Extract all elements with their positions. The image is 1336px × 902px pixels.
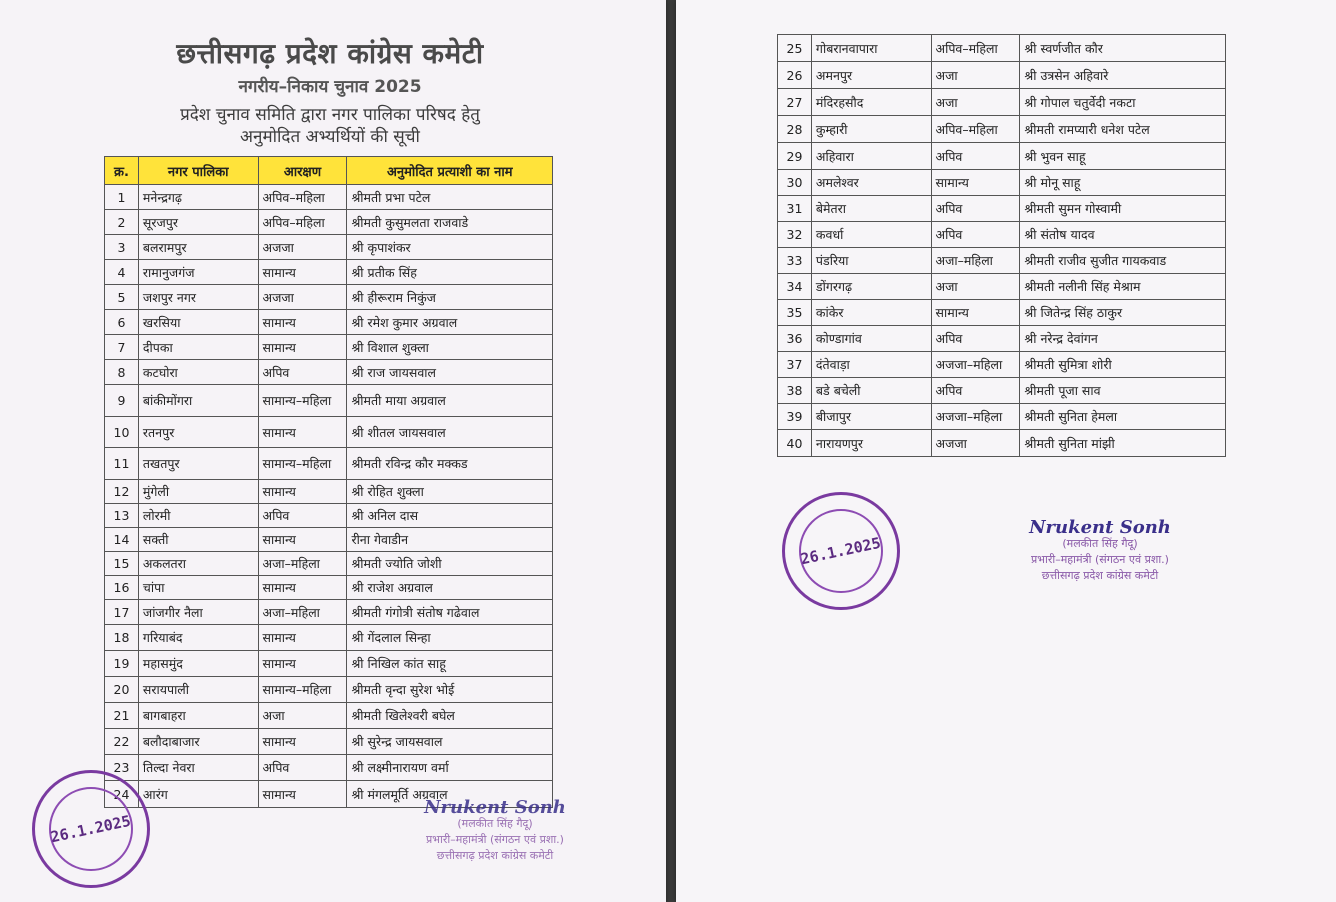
- table-row: [778, 352, 1226, 378]
- signature-scribble-right: Nrukent Sonh: [1029, 517, 1171, 538]
- cell-reservation: अजजा: [931, 430, 1020, 457]
- cell-serial: 19: [105, 651, 139, 677]
- description-line-1: प्रदेश चुनाव समिति द्वारा नगर पालिका परिषद हेतु: [180, 105, 480, 125]
- candidate-table-right: [777, 34, 1226, 457]
- table-row: [778, 35, 1226, 62]
- cell-reservation: सामान्य: [258, 310, 347, 335]
- cell-serial: 9: [105, 385, 139, 417]
- cell-candidate-name: श्रीमती प्रभा पटेल: [347, 185, 553, 210]
- cell-candidate-name: श्री गेंदलाल सिन्हा: [347, 625, 553, 651]
- cell-candidate-name: श्रीमती सुमन गोस्वामी: [1020, 196, 1226, 222]
- cell-candidate-name: श्रीमती वृन्दा सुरेश भोई: [347, 677, 553, 703]
- cell-candidate-name: श्रीमती कुसुमलता राजवाडे: [347, 210, 553, 235]
- signature-block-right: [1000, 517, 1200, 584]
- cell-candidate-name: श्रीमती पूजा साव: [1020, 378, 1226, 404]
- cell-reservation: अपिव–महिला: [931, 35, 1020, 62]
- cell-candidate-name: श्री प्रतीक सिंह: [347, 260, 553, 285]
- cell-municipality: सूरजपुर: [138, 210, 258, 235]
- table-row: [105, 235, 553, 260]
- cell-serial: 30: [778, 170, 812, 196]
- cell-municipality: नारायणपुर: [811, 430, 931, 457]
- cell-serial: 3: [105, 235, 139, 260]
- table-row: [105, 385, 553, 417]
- table-row: [105, 310, 553, 335]
- cell-serial: 22: [105, 729, 139, 755]
- cell-reservation: अपिव: [931, 326, 1020, 352]
- office-seal-stamp: [32, 770, 150, 888]
- signatory-name-right: (मलकीत सिंह गैदू): [1062, 537, 1138, 550]
- cell-serial: 10: [105, 417, 139, 448]
- cell-reservation: सामान्य: [258, 729, 347, 755]
- cell-candidate-name: श्रीमती माया अग्रवाल: [347, 385, 553, 417]
- cell-reservation: सामान्य: [258, 480, 347, 504]
- cell-candidate-name: श्री उत्रसेन अहिवारे: [1020, 62, 1226, 89]
- cell-reservation: अपिव–महिला: [931, 116, 1020, 143]
- cell-serial: 28: [778, 116, 812, 143]
- cell-municipality: तखतपुर: [138, 448, 258, 480]
- cell-municipality: कांकेर: [811, 300, 931, 326]
- cell-municipality: रतनपुर: [138, 417, 258, 448]
- cell-municipality: जशपुर नगर: [138, 285, 258, 310]
- cell-candidate-name: श्री लक्ष्मीनारायण वर्मा: [347, 755, 553, 781]
- cell-municipality: अमनपुर: [811, 62, 931, 89]
- cell-candidate-name: श्री विशाल शुक्ला: [347, 335, 553, 360]
- cell-candidate-name: श्री भुवन साहू: [1020, 143, 1226, 170]
- cell-candidate-name: श्री राजेश अग्रवाल: [347, 576, 553, 600]
- cell-serial: 15: [105, 552, 139, 576]
- cell-municipality: बलरामपुर: [138, 235, 258, 260]
- cell-candidate-name: श्रीमती राजीव सुजीत गायकवाड: [1020, 248, 1226, 274]
- cell-reservation: अपिव: [931, 378, 1020, 404]
- cell-reservation: अपिव–महिला: [258, 210, 347, 235]
- office-seal-stamp-right: [782, 492, 900, 610]
- stamp-date: 26.1.2025: [49, 811, 133, 847]
- cell-municipality: बांकीमोंगरा: [138, 385, 258, 417]
- cell-municipality: बेमेतरा: [811, 196, 931, 222]
- cell-serial: 18: [105, 625, 139, 651]
- cell-serial: 24: [105, 781, 139, 808]
- cell-serial: 11: [105, 448, 139, 480]
- cell-reservation: सामान्य–महिला: [258, 677, 347, 703]
- cell-municipality: बागबाहरा: [138, 703, 258, 729]
- cell-serial: 2: [105, 210, 139, 235]
- cell-serial: 34: [778, 274, 812, 300]
- table-row: [105, 528, 553, 552]
- cell-serial: 40: [778, 430, 812, 457]
- cell-reservation: अपिव–महिला: [258, 185, 347, 210]
- signatory-organization: छत्तीसगढ़ प्रदेश कांग्रेस कमेटी: [436, 849, 554, 862]
- table-row: [105, 755, 553, 781]
- cell-serial: 1: [105, 185, 139, 210]
- cell-candidate-name: श्रीमती नलीनी सिंह मेश्राम: [1020, 274, 1226, 300]
- cell-reservation: अजा: [931, 89, 1020, 116]
- table-row: [105, 360, 553, 385]
- cell-reservation: अजा–महिला: [258, 552, 347, 576]
- cell-municipality: अमलेश्वर: [811, 170, 931, 196]
- cell-municipality: आरंग: [138, 781, 258, 808]
- cell-candidate-name: श्री शीतल जायसवाल: [347, 417, 553, 448]
- cell-municipality: जांजगीर नैला: [138, 600, 258, 625]
- table-header-row: [105, 157, 553, 185]
- cell-reservation: अजा–महिला: [258, 600, 347, 625]
- cell-municipality: चांपा: [138, 576, 258, 600]
- table-row: [778, 378, 1226, 404]
- cell-candidate-name: श्री संतोष यादव: [1020, 222, 1226, 248]
- cell-serial: 38: [778, 378, 812, 404]
- table-row: [105, 552, 553, 576]
- table-row: [778, 196, 1226, 222]
- cell-municipality: मंदिरहसौद: [811, 89, 931, 116]
- cell-municipality: कुम्हारी: [811, 116, 931, 143]
- cell-municipality: बलौदाबाजार: [138, 729, 258, 755]
- cell-reservation: अजजा–महिला: [931, 352, 1020, 378]
- description-line-2: अनुमोदित अभ्यर्थियों की सूची: [240, 127, 420, 147]
- cell-municipality: दंतेवाड़ा: [811, 352, 931, 378]
- cell-serial: 16: [105, 576, 139, 600]
- cell-municipality: महासमुंद: [138, 651, 258, 677]
- cell-reservation: सामान्य: [258, 781, 347, 808]
- cell-municipality: खरसिया: [138, 310, 258, 335]
- cell-reservation: अपिव: [931, 143, 1020, 170]
- cell-serial: 33: [778, 248, 812, 274]
- table-row: [105, 729, 553, 755]
- cell-candidate-name: श्रीमती खिलेश्वरी बघेल: [347, 703, 553, 729]
- signature-scribble: Nrukent Sonh: [424, 797, 566, 818]
- cell-municipality: बीजापुर: [811, 404, 931, 430]
- table-row: [778, 62, 1226, 89]
- cell-municipality: मुंगेली: [138, 480, 258, 504]
- cell-reservation: अजा–महिला: [931, 248, 1020, 274]
- table-row: [105, 210, 553, 235]
- cell-reservation: सामान्य–महिला: [258, 385, 347, 417]
- cell-reservation: सामान्य: [931, 170, 1020, 196]
- cell-serial: 29: [778, 143, 812, 170]
- document-subtitle: नगरीय–निकाय चुनाव 2025: [238, 77, 422, 97]
- cell-serial: 20: [105, 677, 139, 703]
- cell-candidate-name: श्री सुरेन्द्र जायसवाल: [347, 729, 553, 755]
- cell-municipality: बडे बचेली: [811, 378, 931, 404]
- cell-municipality: कोण्डागांव: [811, 326, 931, 352]
- table-row: [778, 170, 1226, 196]
- cell-reservation: अजजा–महिला: [931, 404, 1020, 430]
- cell-candidate-name: श्री नरेन्द्र देवांगन: [1020, 326, 1226, 352]
- signatory-name: (मलकीत सिंह गैदू): [457, 817, 533, 830]
- cell-serial: 14: [105, 528, 139, 552]
- cell-reservation: अपिव: [931, 222, 1020, 248]
- cell-municipality: कवर्धा: [811, 222, 931, 248]
- cell-municipality: पंडरिया: [811, 248, 931, 274]
- cell-reservation: अजा: [931, 62, 1020, 89]
- cell-serial: 6: [105, 310, 139, 335]
- cell-reservation: सामान्य: [258, 576, 347, 600]
- cell-candidate-name: श्री राज जायसवाल: [347, 360, 553, 385]
- document-title: छत्तीसगढ़ प्रदेश कांग्रेस कमेटी: [176, 37, 484, 70]
- cell-serial: 4: [105, 260, 139, 285]
- table-row: [778, 89, 1226, 116]
- cell-reservation: अजा: [258, 703, 347, 729]
- cell-candidate-name: श्री हीरूराम निकुंज: [347, 285, 553, 310]
- table-row: [778, 274, 1226, 300]
- cell-serial: 5: [105, 285, 139, 310]
- cell-candidate-name: श्री स्वर्णजीत कौर: [1020, 35, 1226, 62]
- cell-reservation: सामान्य: [258, 651, 347, 677]
- table-row: [105, 651, 553, 677]
- cell-candidate-name: श्रीमती रविन्द्र कौर मक्कड: [347, 448, 553, 480]
- cell-municipality: अहिवारा: [811, 143, 931, 170]
- header-candidate-name: अनुमोदित प्रत्याशी का नाम: [347, 157, 553, 185]
- cell-serial: 8: [105, 360, 139, 385]
- cell-municipality: रामानुजगंज: [138, 260, 258, 285]
- table-row: [778, 300, 1226, 326]
- table-row: [105, 285, 553, 310]
- cell-serial: 27: [778, 89, 812, 116]
- signature-block: [400, 797, 590, 864]
- cell-serial: 25: [778, 35, 812, 62]
- table-row: [105, 504, 553, 528]
- cell-municipality: मनेन्द्रगढ़: [138, 185, 258, 210]
- cell-reservation: सामान्य: [258, 625, 347, 651]
- cell-municipality: गोबरानवापारा: [811, 35, 931, 62]
- cell-candidate-name: श्री रोहित शुक्ला: [347, 480, 553, 504]
- cell-municipality: लोरमी: [138, 504, 258, 528]
- cell-candidate-name: श्री जितेन्द्र सिंह ठाकुर: [1020, 300, 1226, 326]
- table-row: [105, 448, 553, 480]
- cell-serial: 35: [778, 300, 812, 326]
- cell-candidate-name: रीना गेवाडीन: [347, 528, 553, 552]
- stamp-date-right: 26.1.2025: [799, 533, 883, 569]
- cell-candidate-name: श्रीमती गंगोत्री संतोष गढेवाल: [347, 600, 553, 625]
- cell-serial: 23: [105, 755, 139, 781]
- table-row: [105, 576, 553, 600]
- cell-serial: 36: [778, 326, 812, 352]
- table-row: [105, 703, 553, 729]
- cell-reservation: सामान्य: [258, 417, 347, 448]
- header-municipality: नगर पालिका: [138, 157, 258, 185]
- cell-reservation: अपिव: [931, 196, 1020, 222]
- cell-municipality: गरियाबंद: [138, 625, 258, 651]
- cell-serial: 7: [105, 335, 139, 360]
- cell-candidate-name: श्री कृपाशंकर: [347, 235, 553, 260]
- cell-municipality: दीपका: [138, 335, 258, 360]
- cell-candidate-name: श्री मोनू साहू: [1020, 170, 1226, 196]
- cell-candidate-name: श्रीमती ज्योति जोशी: [347, 552, 553, 576]
- cell-serial: 12: [105, 480, 139, 504]
- cell-candidate-name: श्री अनिल दास: [347, 504, 553, 528]
- cell-candidate-name: श्री रमेश कुमार अग्रवाल: [347, 310, 553, 335]
- cell-candidate-name: श्री मंगलमूर्ति अग्रवाल: [347, 781, 553, 808]
- cell-municipality: सक्ती: [138, 528, 258, 552]
- cell-reservation: अजजा: [258, 285, 347, 310]
- cell-serial: 13: [105, 504, 139, 528]
- table-row: [778, 248, 1226, 274]
- table-row: [105, 677, 553, 703]
- cell-serial: 31: [778, 196, 812, 222]
- cell-candidate-name: श्रीमती सुनिता हेमला: [1020, 404, 1226, 430]
- cell-reservation: सामान्य–महिला: [258, 448, 347, 480]
- cell-candidate-name: श्री निखिल कांत साहू: [347, 651, 553, 677]
- table-row: [778, 222, 1226, 248]
- cell-municipality: डोंगरगढ़: [811, 274, 931, 300]
- table-row: [105, 480, 553, 504]
- header-serial: क्र.: [105, 157, 139, 185]
- cell-municipality: अकलतरा: [138, 552, 258, 576]
- signatory-designation: प्रभारी–महामंत्री (संगठन एवं प्रशा.): [426, 833, 564, 846]
- table-row: [778, 116, 1226, 143]
- header-reservation: आरक्षण: [258, 157, 347, 185]
- table-row: [778, 326, 1226, 352]
- table-row: [105, 185, 553, 210]
- cell-serial: 32: [778, 222, 812, 248]
- table-row: [778, 430, 1226, 457]
- table-row: [105, 335, 553, 360]
- signatory-organization-right: छत्तीसगढ़ प्रदेश कांग्रेस कमेटी: [1041, 569, 1159, 582]
- document-page-left: [0, 0, 666, 902]
- cell-serial: 17: [105, 600, 139, 625]
- cell-reservation: सामान्य: [258, 528, 347, 552]
- table-row: [778, 404, 1226, 430]
- cell-candidate-name: श्री गोपाल चतुर्वेदी नकटा: [1020, 89, 1226, 116]
- cell-municipality: कटघोरा: [138, 360, 258, 385]
- document-description: [110, 104, 550, 148]
- table-row: [105, 260, 553, 285]
- cell-serial: 21: [105, 703, 139, 729]
- table-row: [105, 417, 553, 448]
- cell-reservation: अजा: [931, 274, 1020, 300]
- signatory-designation-right: प्रभारी–महामंत्री (संगठन एवं प्रशा.): [1031, 553, 1169, 566]
- table-row: [105, 600, 553, 625]
- cell-municipality: सरायपाली: [138, 677, 258, 703]
- cell-reservation: सामान्य: [258, 260, 347, 285]
- cell-reservation: अपिव: [258, 504, 347, 528]
- cell-serial: 39: [778, 404, 812, 430]
- cell-reservation: अपिव: [258, 360, 347, 385]
- cell-reservation: अपिव: [258, 755, 347, 781]
- cell-reservation: अजजा: [258, 235, 347, 260]
- candidate-table-left: [104, 156, 553, 808]
- cell-reservation: सामान्य: [931, 300, 1020, 326]
- cell-serial: 26: [778, 62, 812, 89]
- cell-reservation: सामान्य: [258, 335, 347, 360]
- document-page-right: [676, 0, 1336, 902]
- cell-candidate-name: श्रीमती रामप्यारी धनेश पटेल: [1020, 116, 1226, 143]
- cell-serial: 37: [778, 352, 812, 378]
- cell-candidate-name: श्रीमती सुनिता मांझी: [1020, 430, 1226, 457]
- table-row: [105, 625, 553, 651]
- cell-municipality: तिल्दा नेवरा: [138, 755, 258, 781]
- cell-candidate-name: श्रीमती सुमित्रा शोरी: [1020, 352, 1226, 378]
- table-row: [778, 143, 1226, 170]
